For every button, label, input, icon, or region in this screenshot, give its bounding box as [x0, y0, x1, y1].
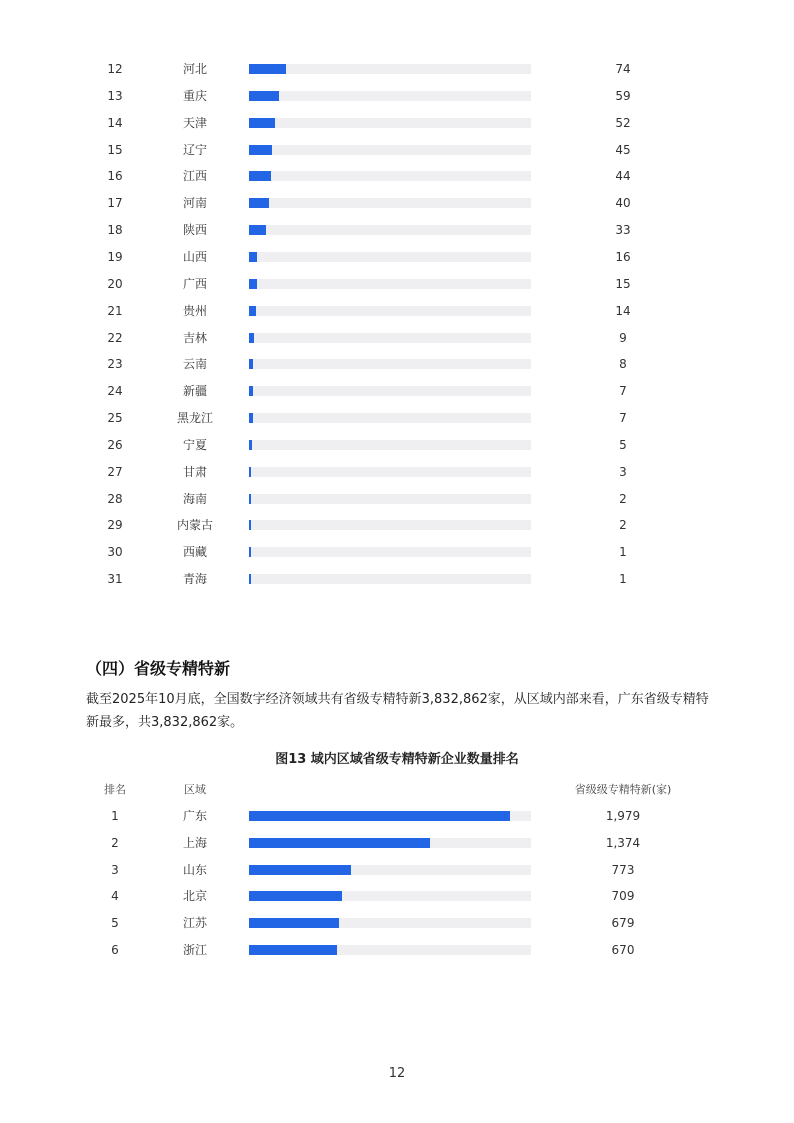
rank-label: 29: [107, 518, 123, 533]
bar-track: [249, 494, 531, 504]
ranking-row: [0, 244, 794, 271]
region-label: 浙江: [182, 943, 207, 957]
bar: [249, 145, 272, 155]
bar-track: [249, 386, 531, 396]
bar-track: [249, 252, 531, 262]
rank-label: 14: [107, 115, 123, 130]
ranking-row: [0, 217, 794, 244]
value-label: 33: [615, 223, 631, 238]
rank-label: 2: [111, 835, 119, 850]
bar: [249, 574, 251, 584]
ranking-row: [0, 486, 794, 513]
bar-track: [249, 547, 531, 557]
value-label: 1,374: [605, 835, 641, 850]
bar: [249, 386, 253, 396]
value-label: 9: [619, 330, 627, 345]
ranking-row: [0, 432, 794, 459]
bar: [249, 838, 430, 848]
ranking-row: [0, 512, 794, 539]
bar: [249, 64, 286, 74]
rank-label: 31: [107, 572, 123, 587]
bar-track: [249, 838, 531, 848]
rank-label: 18: [107, 223, 123, 238]
rank-label: 26: [107, 437, 123, 452]
value-label: 2: [619, 491, 627, 506]
bar-track: [249, 306, 531, 316]
value-label: 1: [619, 545, 627, 560]
ranking-row: [0, 163, 794, 190]
column-header-rank: 排名: [104, 783, 126, 796]
region-label: 广西: [182, 276, 207, 291]
region-label: 重庆: [182, 88, 207, 103]
value-label: 3: [619, 464, 627, 479]
region-label: 海南: [182, 491, 207, 506]
rank-label: 3: [111, 862, 119, 877]
bar: [249, 413, 253, 423]
bar: [249, 520, 251, 530]
region-label: 西藏: [182, 545, 207, 560]
rank-label: 16: [107, 169, 123, 184]
rank-label: 1: [111, 809, 119, 823]
region-label: 天津: [182, 115, 207, 130]
value-label: 14: [615, 303, 631, 318]
bar-track: [249, 520, 531, 530]
ranking-row: [0, 298, 794, 325]
rank-label: 6: [111, 943, 119, 957]
value-label: 7: [619, 411, 627, 426]
rank-label: 19: [107, 249, 123, 264]
region-label: 辽宁: [182, 142, 207, 157]
rank-label: 28: [107, 491, 123, 506]
bar: [249, 252, 257, 262]
region-label: 山东: [182, 862, 207, 877]
value-label: 44: [615, 169, 631, 184]
bar-track: [249, 865, 531, 875]
column-header-value: 省级级专精特新(家): [574, 783, 672, 796]
bar-track: [249, 891, 531, 901]
value-label: 2: [619, 518, 627, 533]
region-label: 青海: [182, 572, 207, 587]
ranking-row: [0, 110, 794, 137]
ranking-row: [0, 405, 794, 432]
bar: [249, 440, 252, 450]
value-label: 52: [615, 115, 631, 130]
page-number: 12: [388, 1066, 406, 1081]
ranking-row: [0, 937, 794, 964]
bar: [249, 494, 251, 504]
ranking-row: [0, 566, 794, 593]
value-label: 5: [619, 437, 627, 452]
rank-label: 24: [107, 384, 123, 399]
rank-label: 30: [107, 545, 123, 560]
bar: [249, 811, 510, 821]
ranking-row: [0, 883, 794, 910]
value-label: 74: [615, 62, 631, 76]
bar-track: [249, 918, 531, 928]
value-label: 8: [619, 357, 627, 372]
ranking-row: [0, 539, 794, 566]
bar: [249, 91, 279, 101]
bar-track: [249, 279, 531, 289]
bar: [249, 865, 351, 875]
value-label: 40: [615, 196, 631, 211]
bar-track: [249, 359, 531, 369]
ranking-row: [0, 803, 794, 830]
bar: [249, 198, 269, 208]
region-label: 吉林: [182, 330, 207, 345]
bar: [249, 467, 251, 477]
bar-track: [249, 171, 531, 181]
rank-label: 5: [111, 916, 119, 931]
region-label: 江西: [182, 169, 207, 184]
bar-track: [249, 91, 531, 101]
bar-track: [249, 413, 531, 423]
value-label: 15: [615, 276, 631, 291]
bar-track: [249, 574, 531, 584]
rank-label: 21: [107, 303, 123, 318]
ranking-row: [0, 910, 794, 937]
ranking-row: [0, 190, 794, 217]
bar: [249, 359, 253, 369]
section-heading: （四）省级专精特新: [86, 659, 231, 678]
rank-label: 20: [107, 276, 123, 291]
rank-label: 23: [107, 357, 123, 372]
rank-label: 15: [107, 142, 123, 157]
bar-track: [249, 440, 531, 450]
rank-label: 4: [111, 889, 119, 904]
region-label: 江苏: [182, 916, 207, 931]
region-label: 宁夏: [182, 437, 207, 452]
bar-track: [249, 945, 531, 955]
section-paragraph: 截至2025年10月底，全国数字经济领域共有省级专精特新3,832,862家，从区域内部来看，广东省级专精特新最多，共3,832,862家。: [86, 692, 709, 730]
bar: [249, 306, 256, 316]
ranking-row: [0, 137, 794, 164]
rank-label: 13: [107, 88, 123, 103]
rank-label: 12: [107, 62, 123, 76]
rank-label: 22: [107, 330, 123, 345]
region-label: 上海: [182, 835, 207, 850]
ranking-row: [0, 325, 794, 352]
ranking-row: [0, 351, 794, 378]
bar: [249, 171, 271, 181]
ranking-row: [0, 378, 794, 405]
bar-track: [249, 467, 531, 477]
region-label: 北京: [182, 889, 207, 904]
value-label: 7: [619, 384, 627, 399]
value-label: 59: [615, 88, 631, 103]
bar-track: [249, 811, 531, 821]
bar-track: [249, 198, 531, 208]
rank-label: 27: [107, 464, 123, 479]
ranking-row: [0, 459, 794, 486]
region-label: 广东: [182, 809, 207, 823]
bar-track: [249, 333, 531, 343]
value-label: 45: [615, 142, 631, 157]
bar: [249, 945, 337, 955]
value-label: 679: [611, 916, 635, 931]
region-label: 新疆: [182, 384, 207, 399]
region-label: 贵州: [182, 303, 207, 318]
value-label: 1,979: [605, 809, 641, 823]
region-label: 河北: [182, 62, 207, 76]
bar: [249, 891, 342, 901]
ranking-row: [0, 56, 794, 83]
value-label: 709: [611, 889, 635, 904]
region-label: 甘肃: [182, 464, 207, 479]
region-label: 云南: [182, 357, 207, 372]
region-label: 山西: [182, 249, 207, 264]
ranking-row: [0, 857, 794, 884]
value-label: 670: [611, 943, 635, 957]
rank-label: 17: [107, 196, 123, 211]
bar: [249, 333, 254, 343]
column-header-region: 区域: [184, 783, 206, 796]
region-label: 黑龙江: [176, 411, 213, 426]
bar-track: [249, 225, 531, 235]
value-label: 773: [611, 862, 635, 877]
bar-track: [249, 64, 531, 74]
ranking-row: [0, 83, 794, 110]
bar: [249, 118, 275, 128]
value-label: 1: [619, 572, 627, 587]
region-label: 内蒙古: [176, 518, 213, 533]
bar: [249, 225, 266, 235]
bar: [249, 547, 251, 557]
ranking-row: [0, 271, 794, 298]
bar-track: [249, 118, 531, 128]
bar: [249, 279, 257, 289]
region-label: 陕西: [182, 223, 207, 238]
chart-title: 图13 域内区域省级专精特新企业数量排名: [275, 752, 519, 767]
region-label: 河南: [182, 196, 207, 211]
bar: [249, 918, 339, 928]
bar-track: [249, 145, 531, 155]
rank-label: 25: [107, 411, 123, 426]
value-label: 16: [615, 249, 631, 264]
ranking-row: [0, 830, 794, 857]
